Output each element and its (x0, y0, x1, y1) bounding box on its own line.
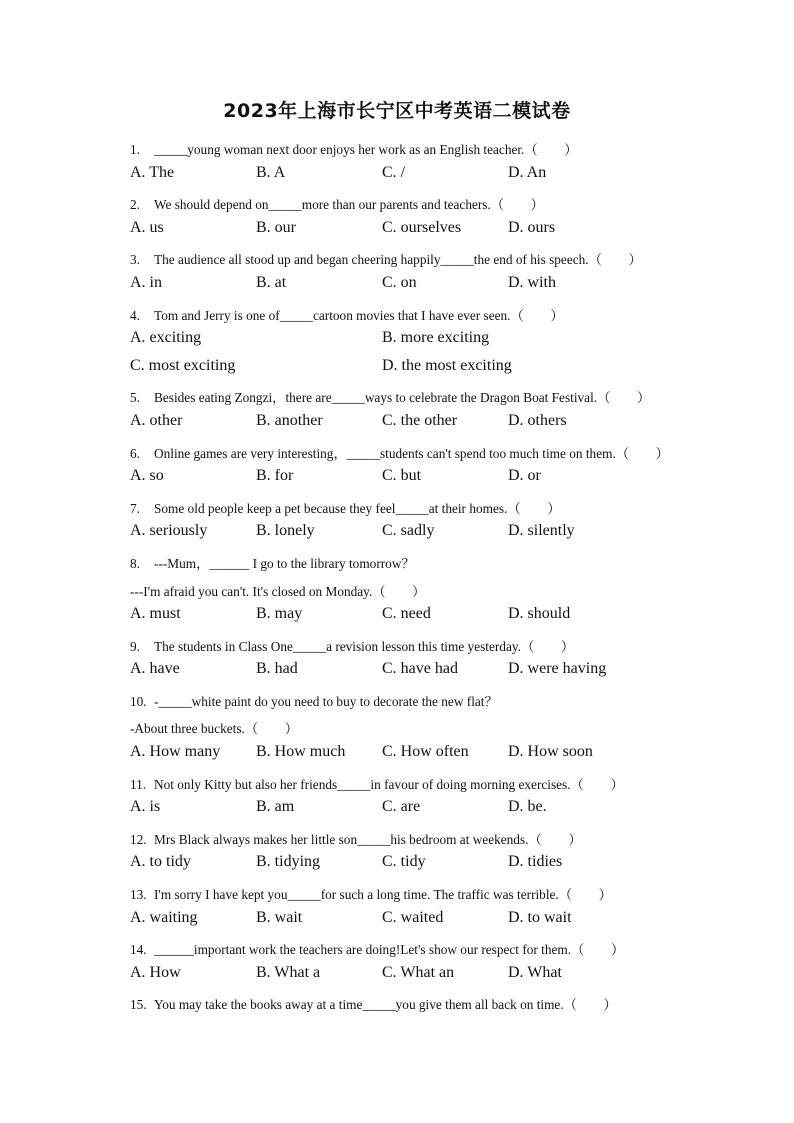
answer-option[interactable]: B. had (256, 660, 298, 678)
question-11-line-1 (130, 771, 730, 799)
question-list (130, 136, 730, 1019)
answer-option[interactable]: A. exciting (130, 329, 202, 347)
question-number: 8. (130, 555, 140, 571)
answer-option[interactable]: D. the most exciting (382, 356, 512, 374)
question-6-options (130, 467, 730, 495)
question-9-options (130, 660, 730, 688)
question-4-line-1 (130, 302, 730, 330)
answer-option[interactable]: B. may (256, 605, 303, 623)
answer-option[interactable]: D. ours (508, 218, 556, 236)
answer-option[interactable]: C. What an (382, 963, 455, 981)
question-text: You may take the books away at a time_____you give them all back on time.（ ） (154, 997, 617, 1013)
question-number: 1. (130, 142, 140, 157)
question-14-line-1 (130, 936, 730, 964)
page-title: 2023年上海市长宁区中考英语二模试卷 (223, 100, 571, 122)
question-7-line-1 (130, 495, 730, 523)
answer-option[interactable]: D. others (508, 411, 567, 429)
question-text: ---I'm afraid you can't. It's closed on Monday.（ ） (130, 583, 426, 599)
question-5-options (130, 412, 730, 440)
question-number: 9. (130, 638, 140, 654)
answer-option[interactable]: A. The (130, 163, 175, 181)
answer-option[interactable]: B. wait (256, 908, 303, 926)
question-5-line-1 (130, 384, 730, 412)
answer-option[interactable]: A. seriously (130, 522, 208, 540)
answer-option[interactable]: B. How much (256, 743, 346, 761)
answer-option[interactable]: D. were having (508, 660, 607, 678)
question-3-line-1 (130, 246, 730, 274)
question-text: I'm sorry I have kept you_____for such a long time. The traffic was terrible.（ ） (154, 887, 612, 903)
answer-option[interactable]: B. our (256, 218, 296, 236)
answer-option[interactable]: C. / (382, 163, 406, 181)
question-number: 10. (130, 693, 147, 709)
answer-option[interactable]: A. is (130, 798, 161, 816)
answer-option[interactable]: B. lonely (256, 522, 315, 540)
question-15-line-1 (130, 991, 730, 1019)
question-10-line-2 (130, 715, 730, 743)
question-text: The students in Class One_____a revision lesson this time yesterday.（ ） (154, 638, 575, 654)
answer-option[interactable]: D. What (508, 963, 562, 981)
question-2-options (130, 219, 730, 247)
answer-option[interactable]: A. must (130, 605, 181, 623)
answer-option[interactable]: D. silently (508, 522, 575, 540)
answer-option[interactable]: C. on (382, 273, 417, 291)
question-6-line-1 (130, 440, 730, 468)
question-number: 15. (130, 997, 147, 1013)
question-number: 7. (130, 500, 140, 516)
answer-option[interactable]: B. A (256, 163, 286, 181)
question-text: The audience all stood up and began cheering happily_____the end of his speech.（ ） (154, 252, 642, 268)
question-2-line-1 (130, 191, 730, 219)
question-number: 11. (130, 776, 147, 792)
answer-option[interactable]: B. tidying (256, 853, 321, 871)
question-number: 14. (130, 942, 147, 958)
question-10-line-1 (130, 688, 730, 716)
question-11-options (130, 798, 730, 826)
question-text: ---Mum，______ I go to the library tomorrow？ (154, 555, 415, 571)
answer-option[interactable]: C. but (382, 467, 422, 485)
answer-option[interactable]: C. have had (382, 660, 458, 678)
question-8-options (130, 605, 730, 633)
answer-option[interactable]: B. What a (256, 963, 321, 981)
answer-option[interactable]: A. to tidy (130, 853, 191, 871)
answer-option[interactable]: A. How (130, 963, 181, 981)
question-13-line-1 (130, 881, 730, 909)
question-number: 13. (130, 887, 147, 903)
answer-option[interactable]: A. other (130, 411, 183, 429)
answer-option[interactable]: C. need (382, 605, 431, 623)
answer-option[interactable]: C. the other (382, 411, 458, 429)
answer-option[interactable]: B. at (256, 273, 287, 291)
answer-option[interactable]: A. us (130, 218, 164, 236)
answer-option[interactable]: B. for (256, 467, 294, 485)
answer-option[interactable]: D. to wait (508, 908, 572, 926)
answer-option[interactable]: B. am (256, 798, 295, 816)
answer-option[interactable]: D. or (508, 467, 541, 485)
answer-option[interactable]: D. tidies (508, 853, 563, 871)
answer-option[interactable]: B. more exciting (382, 329, 490, 347)
answer-option[interactable]: A. have (130, 660, 180, 678)
question-text: -About three buckets.（ ） (130, 721, 299, 737)
answer-option[interactable]: C. are (382, 798, 421, 816)
answer-option[interactable]: C. sadly (382, 522, 435, 540)
question-7-options (130, 522, 730, 550)
answer-option[interactable]: D. should (508, 605, 571, 623)
answer-option[interactable]: D. An (508, 163, 547, 181)
question-8-line-1 (130, 550, 730, 578)
answer-option[interactable]: A. waiting (130, 908, 198, 926)
question-1-line-1 (130, 136, 730, 164)
answer-option[interactable]: C. How often (382, 743, 469, 761)
question-9-line-1 (130, 633, 730, 661)
question-number: 12. (130, 831, 147, 847)
answer-option[interactable]: C. waited (382, 908, 444, 926)
answer-option[interactable]: B. another (256, 411, 323, 429)
question-text: Mrs Black always makes her little son_____his bedroom at weekends.（ ） (154, 831, 582, 847)
question-12-options (130, 853, 730, 881)
question-text: _____young woman next door enjoys her work as an English teacher.（ ） (154, 142, 578, 157)
question-14-options (130, 964, 730, 992)
question-text: We should depend on_____more than our parents and teachers.（ ） (154, 197, 544, 213)
answer-option[interactable]: A. so (130, 467, 164, 485)
question-text: Online games are very interesting，_____students can't spend too much time on them.（ ） (154, 445, 669, 461)
answer-option[interactable]: C. ourselves (382, 218, 462, 236)
question-text: Not only Kitty but also her friends_____in favour of doing morning exercises.（ ） (154, 776, 624, 792)
question-text: ______important work the teachers are doing!Let's show our respect for them.（ ） (154, 942, 625, 958)
question-text: -_____white paint do you need to buy to decorate the new flat？ (154, 693, 498, 709)
answer-option[interactable]: C. tidy (382, 853, 426, 871)
question-4-options (130, 329, 730, 357)
question-text: Tom and Jerry is one of_____cartoon movies that I have ever seen.（ ） (154, 307, 564, 323)
question-text: Some old people keep a pet because they feel_____at their homes.（ ） (154, 500, 561, 516)
question-number: 2. (130, 197, 140, 213)
question-4-options (130, 357, 730, 385)
question-12-line-1 (130, 826, 730, 854)
question-number: 3. (130, 252, 140, 268)
answer-option[interactable]: D. How soon (508, 743, 593, 761)
answer-option[interactable]: C. most exciting (130, 356, 236, 374)
question-1-options (130, 164, 730, 192)
answer-option[interactable]: D. with (508, 273, 556, 291)
answer-option[interactable]: A. in (130, 273, 162, 291)
answer-option[interactable]: A. How many (130, 743, 221, 761)
question-13-options (130, 909, 730, 937)
answer-option[interactable]: D. be. (508, 798, 547, 816)
question-8-line-2 (130, 578, 730, 606)
question-number: 6. (130, 445, 140, 461)
question-text: Besides eating Zongzi，there are_____ways to celebrate the Dragon Boat Festival.（ ） (154, 390, 651, 406)
question-3-options (130, 274, 730, 302)
question-10-options (130, 743, 730, 771)
question-number: 4. (130, 307, 140, 323)
question-number: 5. (130, 390, 140, 406)
